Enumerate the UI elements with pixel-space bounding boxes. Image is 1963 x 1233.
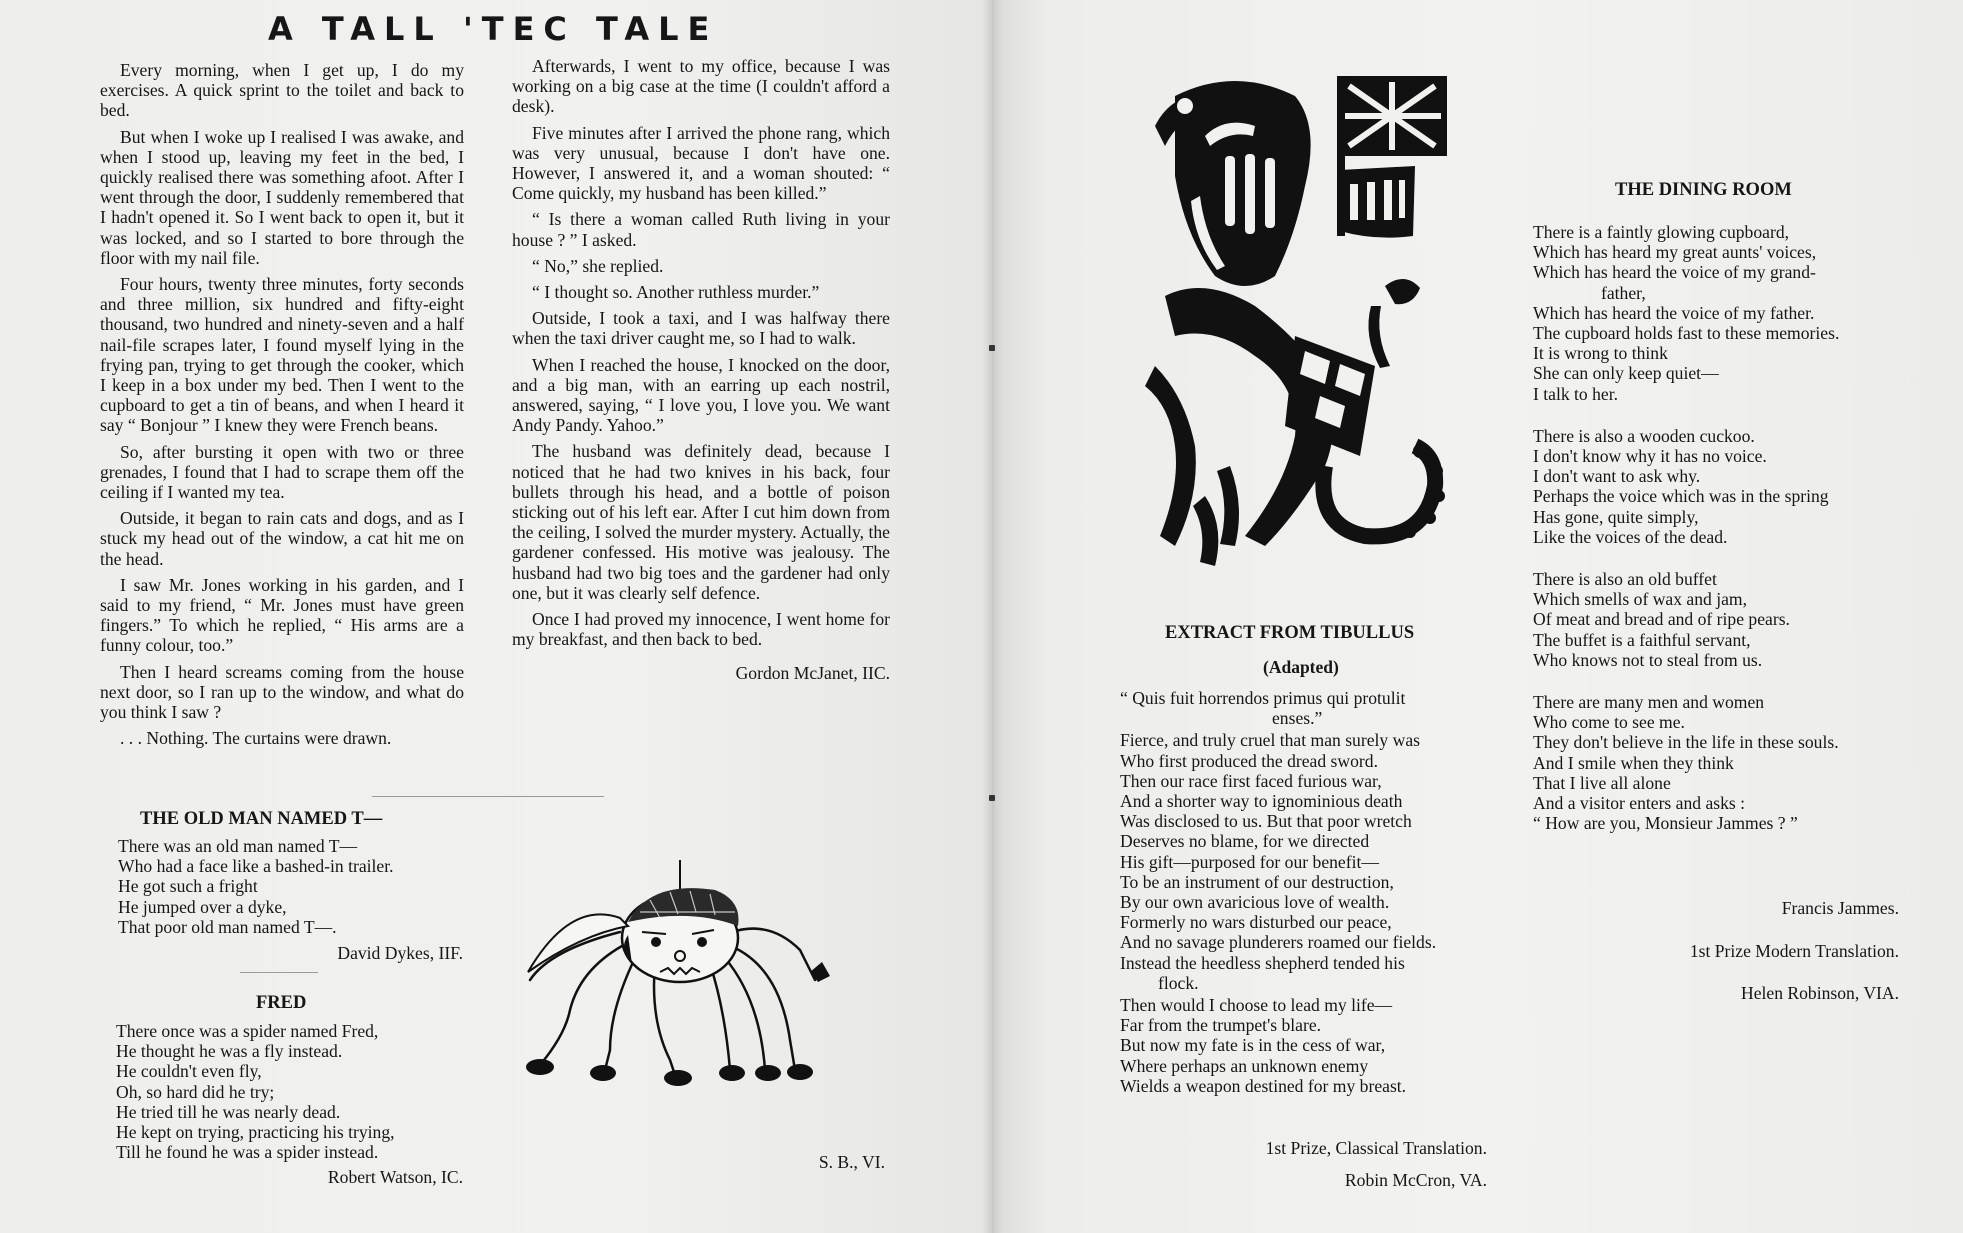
- poem-line: And a visitor enters and asks :: [1533, 793, 1746, 814]
- paragraph: When I reached the house, I knocked on the door, and a big man, with an earring up each nostril, answered, saying, “ I love you, I love you. We want Andy Pandy. Yahoo.”: [512, 354, 890, 436]
- staple: [989, 795, 995, 801]
- poem-line: He tried till he was nearly dead.: [116, 1101, 341, 1122]
- poem-line: flock.: [1158, 972, 1199, 993]
- paragraph: Outside, it began to rain cats and dogs, and as I stuck my head out of the window, a cat hit me on the head.: [100, 508, 464, 569]
- paragraph: I saw Mr. Jones working in his garden, and I said to my friend, “ Mr. Jones must have green fingers.” To which he replied, “ His arms are a funny colour, too.”: [100, 574, 464, 656]
- poem-line: That poor old man named T—.: [118, 916, 337, 937]
- poem-line: Has gone, quite simply,: [1533, 506, 1699, 527]
- poem-line: There is also a wooden cuckoo.: [1533, 425, 1755, 446]
- poem-line: Which smells of wax and jam,: [1533, 589, 1748, 610]
- poem-line: Of meat and bread and of ripe pears.: [1533, 609, 1790, 630]
- story-column-2: [512, 56, 890, 690]
- poem-line: There is also an old buffet: [1533, 569, 1717, 590]
- poem-line: He jumped over a dyke,: [118, 896, 287, 917]
- poem-line: father,: [1601, 282, 1646, 303]
- poem-line: It is wrong to think: [1533, 343, 1668, 364]
- poem-line: Was disclosed to us. But that poor wretch: [1120, 811, 1412, 832]
- story-column-1: [100, 60, 464, 755]
- divider: [240, 972, 318, 973]
- paragraph: . . . Nothing. The curtains were drawn.: [120, 728, 392, 749]
- poem-title: EXTRACT FROM TIBULLUS: [1165, 623, 1415, 643]
- poem-line: I don't know why it has no voice.: [1533, 446, 1767, 467]
- poem-line: Instead the heedless shepherd tended his: [1120, 952, 1405, 973]
- poem-title: THE DINING ROOM: [1615, 180, 1792, 200]
- author-signature: Robert Watson, IC.: [327, 1167, 463, 1187]
- poem-line: To be an instrument of our destruction,: [1120, 871, 1394, 892]
- poem-line: There once was a spider named Fred,: [116, 1021, 379, 1041]
- poem-subtitle: (Adapted): [1263, 657, 1339, 677]
- poem-line: He got such a fright: [118, 876, 258, 897]
- poem-line: He thought he was a fly instead.: [116, 1041, 343, 1062]
- poem-line: Which has heard my great aunts' voices,: [1533, 242, 1817, 263]
- author-signature: Robin McCron, VA.: [1344, 1170, 1487, 1190]
- paragraph: Every morning, when I get up, I do my exercises. A quick sprint to the toilet and back to bed.: [100, 60, 464, 121]
- paragraph: The husband was definitely dead, because I noticed that he had two knives in his back, four bullets through his head, and a bottle of poison sticking out of his left ear. After I cut him down from the ceiling, I solved the murder mystery. Actually, the gardener confessed. His motive was jealousy. The husband had two big toes and the gardener had only one, but it was clearly self defence.: [512, 441, 890, 603]
- poem-line: Which has heard the voice of my father.: [1533, 302, 1815, 323]
- poem-line: And a shorter way to ignominious death: [1120, 791, 1403, 812]
- poem-line: The buffet is a faithful servant,: [1533, 629, 1751, 650]
- poem-line: And no savage plunderers roamed our fields.: [1120, 932, 1437, 953]
- poem-line: Who come to see me.: [1533, 712, 1685, 733]
- poem-line: I don't want to ask why.: [1533, 466, 1701, 487]
- poem-line: Oh, so hard did he try;: [116, 1081, 275, 1102]
- paragraph: Once I had proved my innocence, I went home for my breakfast, and then back to bed.: [512, 609, 890, 650]
- poem-line: She can only keep quiet—: [1533, 363, 1719, 384]
- woodcut-illustration: [1145, 66, 1455, 586]
- paragraph: Outside, I took a taxi, and I was halfway there when the taxi driver caught me, so I had to walk.: [512, 308, 890, 349]
- prize-line: 1st Prize Modern Translation.: [1689, 941, 1899, 961]
- author-signature: David Dykes, IIF.: [337, 943, 463, 963]
- poem-old-man: [118, 836, 394, 937]
- article-title: A TALL 'TEC TALE: [268, 10, 719, 48]
- poem-title: THE OLD MAN NAMED T—: [140, 809, 383, 829]
- poem-line: He couldn't even fly,: [116, 1061, 262, 1082]
- poem-line: There is a faintly glowing cupboard,: [1533, 222, 1790, 242]
- poem-line: Who knows not to steal from us.: [1533, 649, 1763, 670]
- author-signature: Helen Robinson, VIA.: [1740, 983, 1899, 1003]
- poem-tibullus: [1120, 688, 1436, 1096]
- poem-line: By our own avaricious love of wealth.: [1120, 892, 1390, 913]
- poem-line: His gift—purposed for our benefit—: [1120, 851, 1379, 872]
- poem-line: But now my fate is in the cess of war,: [1120, 1035, 1386, 1056]
- poem-line: Fierce, and truly cruel that man surely was: [1120, 730, 1420, 751]
- poem-fred: [116, 1021, 395, 1162]
- poem-line: “ How are you, Monsieur Jammes ? ”: [1533, 813, 1798, 834]
- divider: [372, 796, 604, 797]
- prize-line: 1st Prize, Classical Translation.: [1265, 1138, 1487, 1158]
- poem-dining-room: [1533, 222, 1839, 833]
- poem-line: Deserves no blame, for we directed: [1120, 831, 1370, 852]
- poem-line: I talk to her.: [1533, 383, 1619, 404]
- poem-line: Where perhaps an unknown enemy: [1120, 1055, 1369, 1076]
- poem-line: Which has heard the voice of my grand-: [1533, 262, 1816, 283]
- paragraph: “ Is there a woman called Ruth living in your house ? ” I asked.: [512, 209, 890, 250]
- poem-line: Who had a face like a bashed-in trailer.: [118, 856, 394, 877]
- poem-line: And I smile when they think: [1533, 752, 1734, 773]
- poem-line: Perhaps the voice which was in the spring: [1533, 486, 1829, 507]
- poem-line: Then our race first faced furious war,: [1120, 770, 1382, 791]
- poem-line: Wields a weapon destined for my breast.: [1120, 1075, 1407, 1096]
- poem-line: Formerly no wars disturbed our peace,: [1120, 912, 1392, 933]
- author-signature: Gordon McJanet, IIC.: [735, 663, 890, 684]
- epigraph-continued: enses.”: [1272, 708, 1323, 729]
- poem-line: The cupboard holds fast to these memories.: [1533, 323, 1840, 344]
- paragraph: So, after bursting it open with two or three grenades, I found that I had to scrape them off the ceiling if I wanted my tea.: [100, 441, 464, 503]
- paragraph: “ I thought so. Another ruthless murder.”: [532, 282, 820, 303]
- author-name: Francis Jammes.: [1781, 898, 1899, 918]
- page-gutter: [982, 0, 1004, 1233]
- staple: [989, 345, 995, 351]
- illustrator-signature: S. B., VI.: [818, 1152, 885, 1172]
- poem-line: Then would I choose to lead my life—: [1120, 995, 1393, 1016]
- paragraph: “ No,” she replied.: [532, 255, 664, 276]
- poem-line: Far from the trumpet's blare.: [1120, 1015, 1322, 1036]
- paragraph: Five minutes after I arrived the phone rang, which was very unusual, because I don't have one. However, I answered it, and a woman shouted: “ Come quickly, my husband has been killed.”: [512, 122, 890, 204]
- paragraph: Afterwards, I went to my office, because I was working on a big case at the time (I couldn't afford a desk).: [512, 56, 890, 117]
- epigraph: “ Quis fuit horrendos primus qui protulit: [1120, 688, 1406, 708]
- poem-line: That I live all alone: [1533, 772, 1671, 793]
- poem-line: They don't believe in the life in these souls.: [1533, 732, 1839, 753]
- poem-line: He kept on trying, practicing his trying,: [116, 1122, 395, 1143]
- poem-line: Who first produced the dread sword.: [1120, 750, 1378, 771]
- poem-title: FRED: [256, 993, 307, 1013]
- paragraph: Four hours, twenty three minutes, forty seconds and three million, six hundred and fifty-eight thousand, two hundred and ninety-seven and a half nail-file scrapes later, I found myself lying in the frying pan, trying to get through the cooker, which I keep in a box under my bed. Then I went to the cupboard to get a tin of beans, and when I heard it say “ Bonjour ” I knew they were French beans.: [100, 274, 464, 436]
- spider-illustration: [510, 860, 880, 1100]
- poem-line: Till he found he was a spider instead.: [116, 1142, 379, 1163]
- poem-line: There are many men and women: [1533, 692, 1765, 713]
- poem-line: There was an old man named T—: [118, 836, 358, 856]
- poem-line: Like the voices of the dead.: [1533, 526, 1728, 547]
- paragraph: Then I heard screams coming from the house next door, so I ran up to the window, and what do you think I saw ?: [100, 661, 464, 723]
- paragraph: But when I woke up I realised I was awake, and when I stood up, leaving my feet in the bed, I quickly realised there was something afoot. After I went through the door, I suddenly remembered that I hadn't opened it. So I went back to open it, but it was locked, and so I started to bore through the floor with my nail file.: [100, 126, 464, 268]
